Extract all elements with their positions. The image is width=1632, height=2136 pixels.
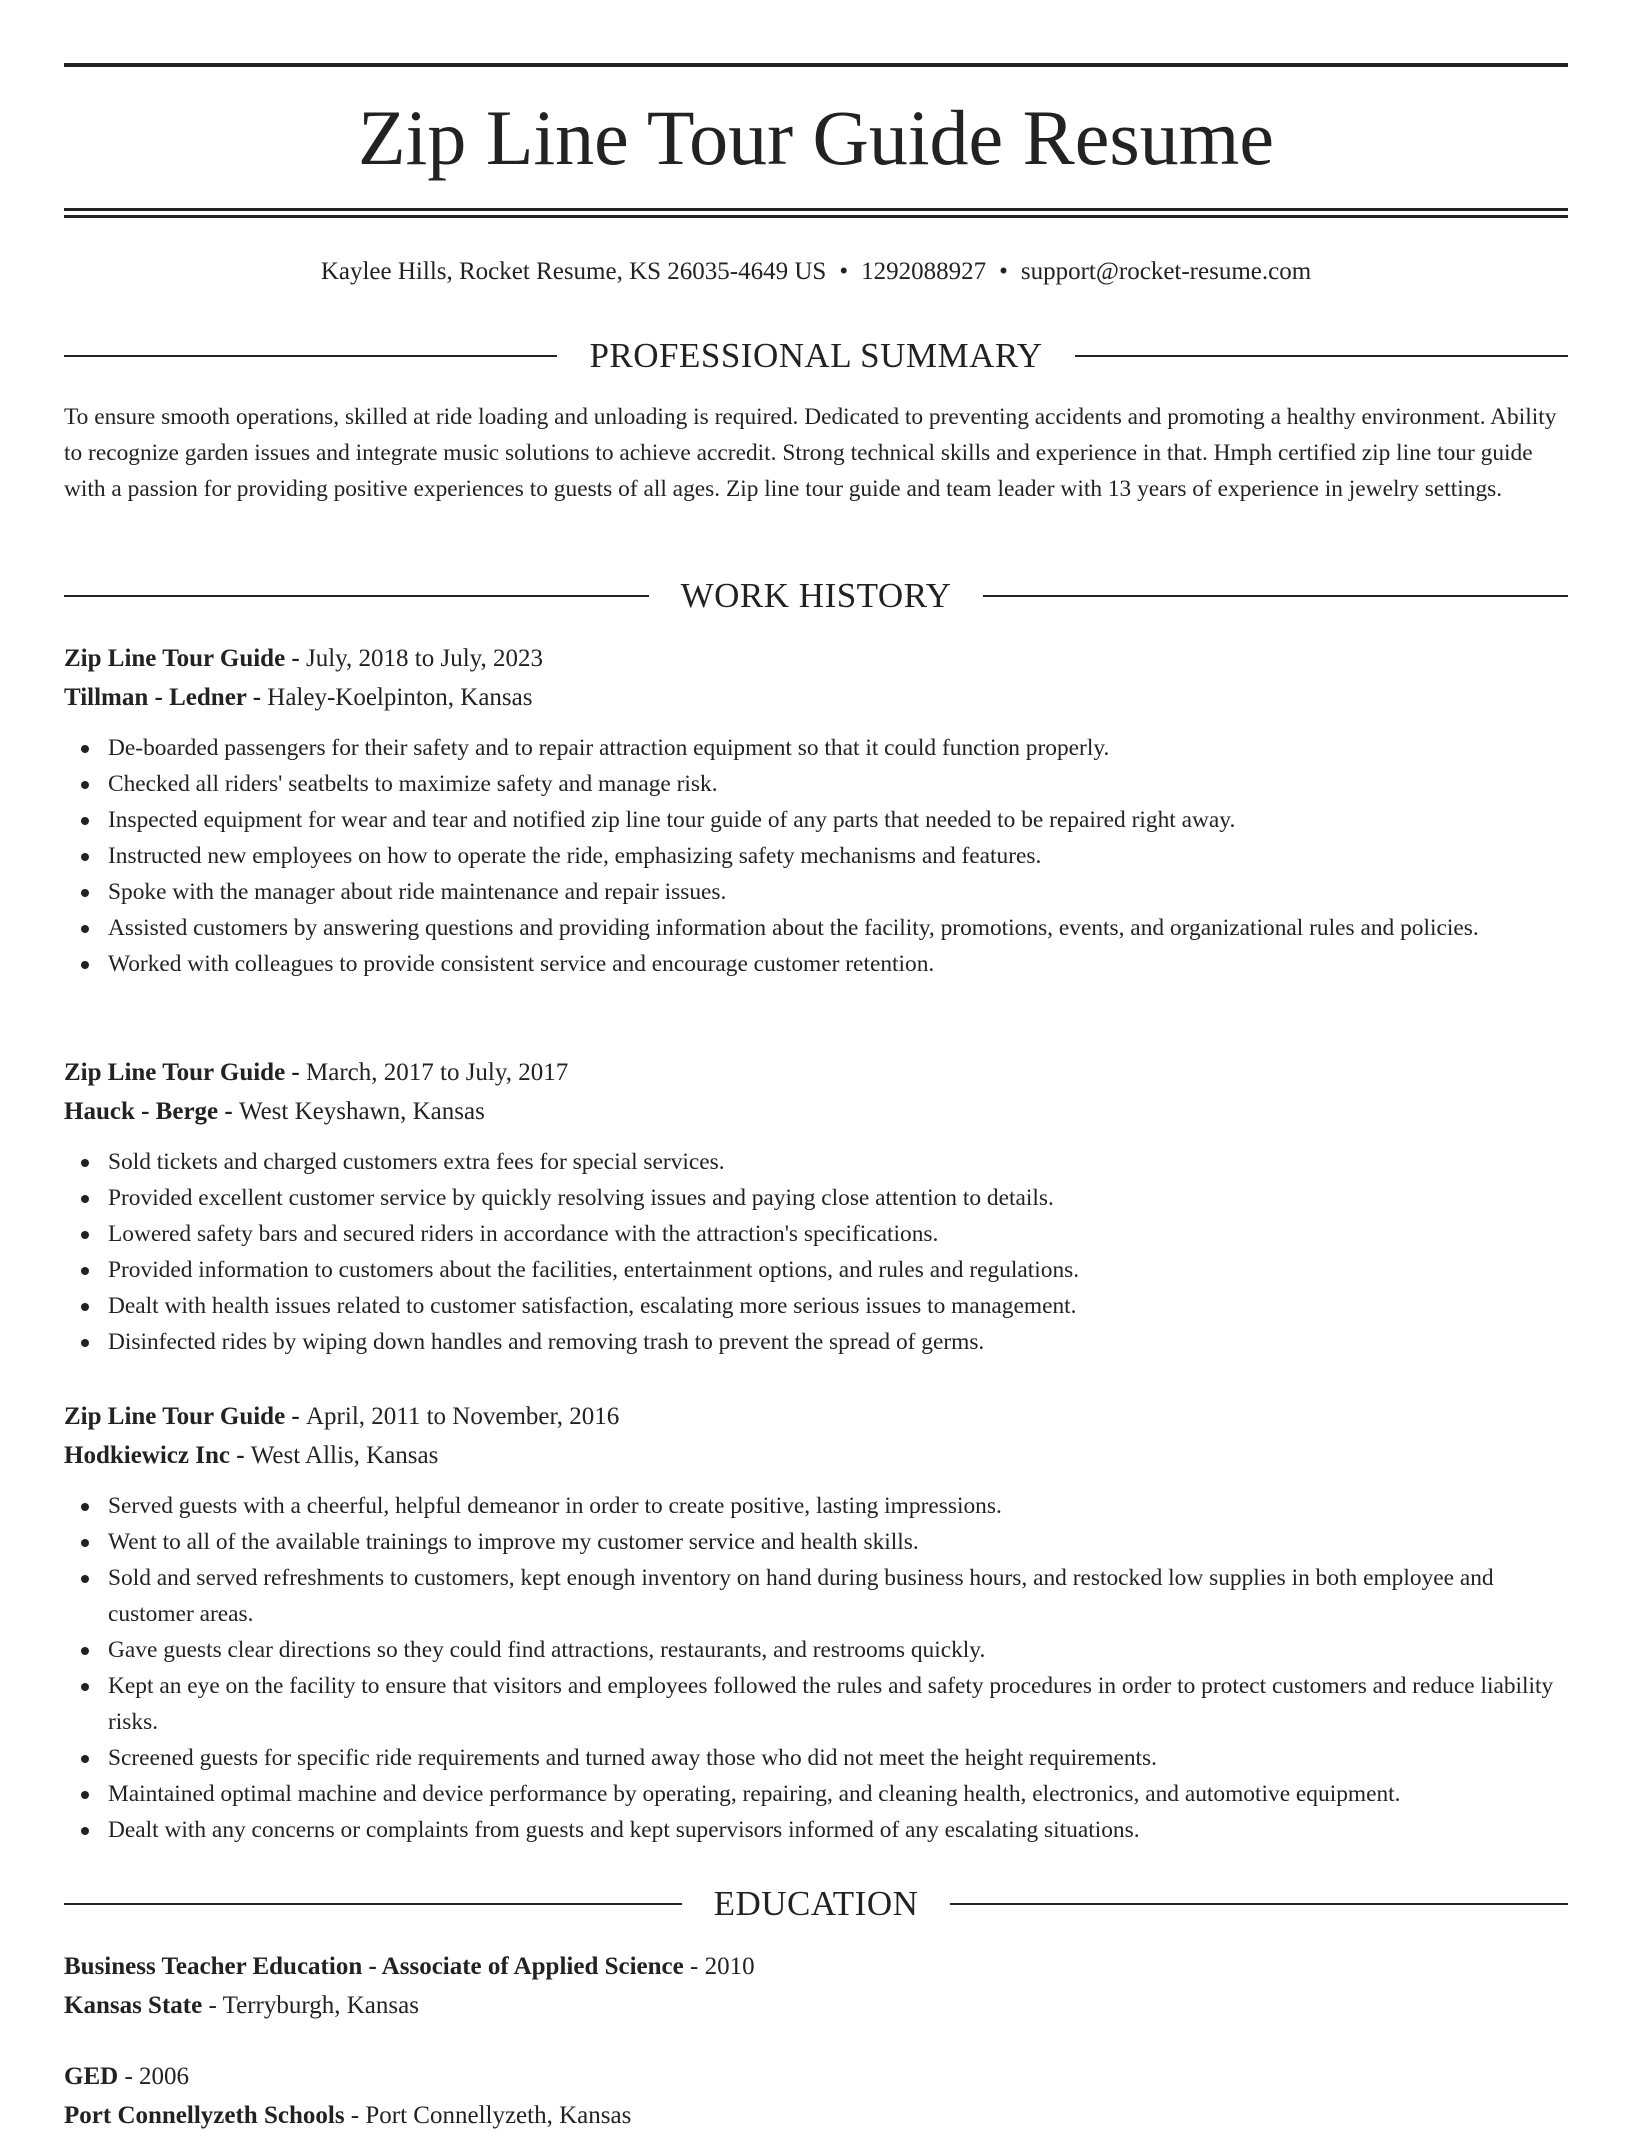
job-location: Haley-Koelpinton, Kansas <box>267 684 533 711</box>
job-entry <box>64 640 1568 982</box>
dash: - <box>229 1442 251 1469</box>
job-dates: July, 2018 to July, 2023 <box>306 645 544 672</box>
job-location: West Allis, Kansas <box>250 1442 439 1469</box>
job-bullet: Went to all of the available trainings to improve my customer service and health skills. <box>108 1524 1568 1560</box>
contact-phone: 1292088927 <box>861 258 987 285</box>
education-location: Terryburgh, Kansas <box>222 1992 419 2019</box>
job-location: West Keyshawn, Kansas <box>238 1098 485 1125</box>
dash: - <box>683 1953 705 1980</box>
job-bullets <box>64 1144 1568 1360</box>
job-bullet: Sold and served refreshments to customers, kept enough inventory on hand during business hours, and restocked low supplies in both employee and customer areas. <box>108 1560 1568 1632</box>
job-company: Tillman - Ledner <box>64 684 247 711</box>
top-rule <box>64 63 1568 67</box>
contact-email[interactable]: support@rocket-resume.com <box>1020 258 1312 285</box>
education-entry <box>64 1948 1568 2026</box>
education-degree-line <box>64 1948 1568 1987</box>
job-bullet: Worked with colleagues to provide consistent service and encourage customer retention. <box>108 946 1568 982</box>
contact-separator: • <box>999 258 1008 285</box>
education-entry <box>64 2058 1568 2136</box>
education-school: Kansas State <box>64 1992 203 2019</box>
job-bullets <box>64 730 1568 982</box>
job-bullet: Instructed new employees on how to operate the ride, emphasizing safety mechanisms and features. <box>108 838 1568 874</box>
section-rule <box>64 1903 682 1905</box>
contact-line <box>64 255 1568 289</box>
job-company-line <box>64 679 1568 718</box>
job-company-line <box>64 1093 1568 1132</box>
dash: - <box>246 684 268 711</box>
job-bullet: Maintained optimal machine and device performance by operating, repairing, and cleaning health, electronics, and automotive equipment. <box>108 1776 1568 1812</box>
job-bullet: Served guests with a cheerful, helpful demeanor in order to create positive, lasting impressions. <box>108 1488 1568 1524</box>
job-bullet: Provided excellent customer service by quickly resolving issues and paying close attention to details. <box>108 1180 1568 1216</box>
job-bullet: Screened guests for specific ride requirements and turned away those who did not meet the height requirements. <box>108 1740 1568 1776</box>
page-title: Zip Line Tour Guide Resume <box>358 94 1274 181</box>
education-school: Port Connellyzeth Schools <box>64 2102 345 2129</box>
dash: - <box>118 2063 140 2090</box>
job-title-line <box>64 640 1568 679</box>
section-title: PROFESSIONAL SUMMARY <box>589 336 1043 375</box>
job-bullet: Provided information to customers about the facilities, entertainment options, and rules and regulations. <box>108 1252 1568 1288</box>
contact-address: Kaylee Hills, Rocket Resume, KS 26035-4649 US <box>320 258 827 285</box>
job-title: Zip Line Tour Guide <box>64 1403 286 1430</box>
section-rule <box>983 595 1568 597</box>
job-title-line <box>64 1054 1568 1093</box>
education-degree: Business Teacher Education - Associate of Applied Science <box>64 1953 684 1980</box>
section-rule <box>950 1903 1568 1905</box>
section-header-summary <box>64 334 1568 378</box>
education-school-line <box>64 1987 1568 2026</box>
job-bullet: Dealt with any concerns or complaints from guests and kept supervisors informed of any escalating situations. <box>108 1812 1568 1848</box>
education-year: 2006 <box>139 2063 190 2090</box>
job-dates: April, 2011 to November, 2016 <box>306 1403 620 1430</box>
job-bullet: Sold tickets and charged customers extra fees for special services. <box>108 1144 1568 1180</box>
job-company: Hodkiewicz Inc <box>64 1442 230 1469</box>
education-location: Port Connellyzeth, Kansas <box>365 2102 632 2129</box>
job-bullet: Spoke with the manager about ride maintenance and repair issues. <box>108 874 1568 910</box>
dash: - <box>218 1098 239 1125</box>
title-rule-lower <box>64 215 1568 218</box>
job-bullet: Kept an eye on the facility to ensure that visitors and employees followed the rules and safety procedures in order to protect customers and reduce liability risks. <box>108 1668 1568 1740</box>
education-year: 2010 <box>704 1953 755 1980</box>
section-rule <box>64 595 649 597</box>
section-title: EDUCATION <box>713 1884 919 1923</box>
section-rule <box>64 355 557 357</box>
job-dates: March, 2017 to July, 2017 <box>306 1059 569 1086</box>
contact-separator: • <box>839 258 849 285</box>
summary-text: To ensure smooth operations, skilled at ride loading and unloading is required. Dedicated to preventing accidents and promoting a healthy environment. Ability to recognize garden issues and integrate music solutions to achieve accredit. Strong technical skills and experience in that. Hmph certified zip line tour guide with a passion for providing positive experiences to guests of all ages. Zip line tour guide and team leader with 13 years of experience in jewelry settings. <box>64 404 1557 502</box>
section-title: WORK HISTORY <box>680 576 952 615</box>
education-degree-line <box>64 2058 1568 2097</box>
job-bullet: Assisted customers by answering questions and providing information about the facility, promotions, events, and organizational rules and policies. <box>108 910 1568 946</box>
job-bullets <box>64 1488 1568 1848</box>
job-bullet: Dealt with health issues related to customer satisfaction, escalating more serious issues to management. <box>108 1288 1568 1324</box>
section-header-education <box>64 1882 1568 1926</box>
dash: - <box>202 1992 223 2019</box>
education-degree: GED <box>64 2063 119 2090</box>
job-bullet: Lowered safety bars and secured riders in accordance with the attraction's specifications. <box>108 1216 1568 1252</box>
section-header-work <box>64 574 1568 618</box>
education-school-line <box>64 2097 1568 2136</box>
job-bullet: Gave guests clear directions so they could find attractions, restaurants, and restrooms quickly. <box>108 1632 1568 1668</box>
job-bullet: Disinfected rides by wiping down handles and removing trash to prevent the spread of germs. <box>108 1324 1568 1360</box>
job-bullet: Inspected equipment for wear and tear and notified zip line tour guide of any parts that needed to be repaired right away. <box>108 802 1568 838</box>
job-company: Hauck - Berge <box>64 1098 219 1125</box>
title-rule-upper <box>64 208 1568 211</box>
job-title-line <box>64 1398 1568 1437</box>
job-title: Zip Line Tour Guide <box>64 645 286 672</box>
section-rule <box>1075 355 1568 357</box>
dash: - <box>285 1059 306 1086</box>
job-bullet: De-boarded passengers for their safety and to repair attraction equipment so that it could function properly. <box>108 730 1568 766</box>
dash: - <box>285 1403 306 1430</box>
job-company-line <box>64 1437 1568 1476</box>
job-entry <box>64 1398 1568 1848</box>
dash: - <box>285 645 306 672</box>
job-entry <box>64 1054 1568 1360</box>
job-title: Zip Line Tour Guide <box>64 1059 286 1086</box>
job-bullet: Checked all riders' seatbelts to maximize safety and manage risk. <box>108 766 1568 802</box>
dash: - <box>344 2102 366 2129</box>
